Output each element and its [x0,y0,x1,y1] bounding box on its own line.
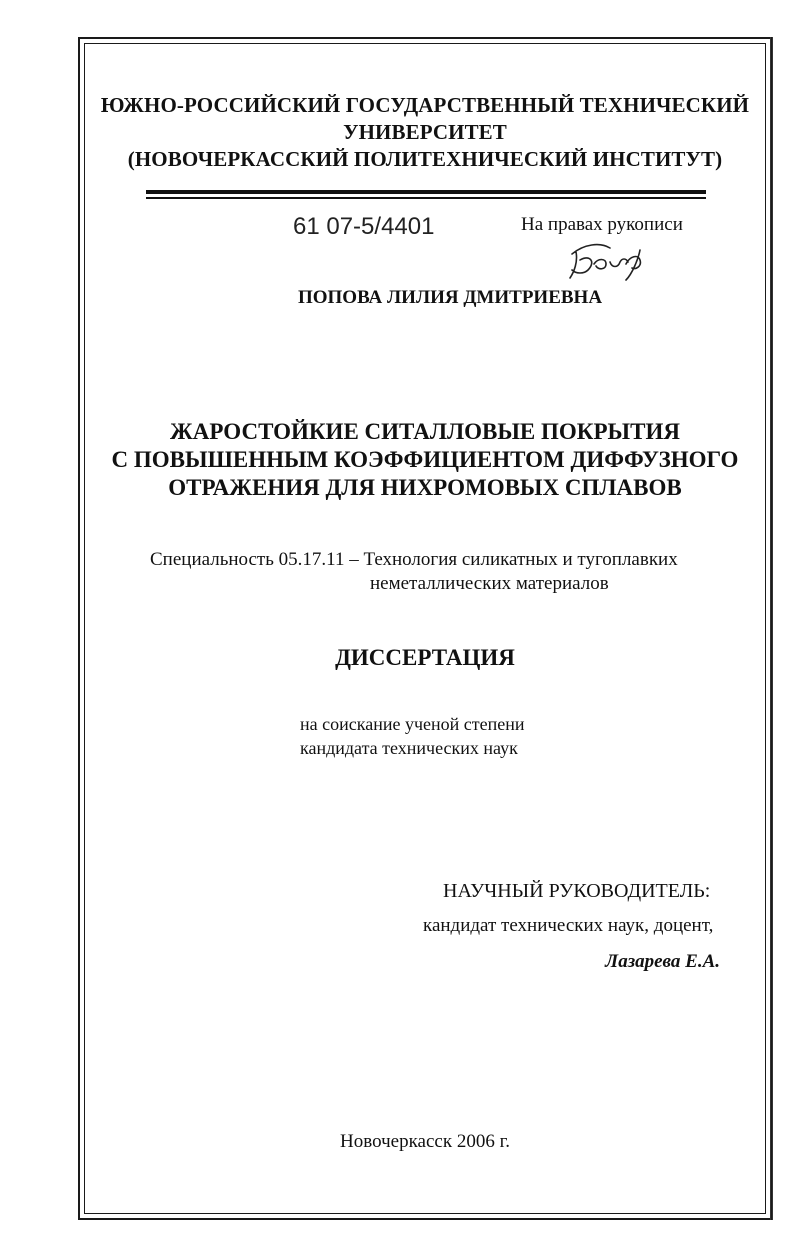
author-name: ПОПОВА ЛИЛИЯ ДМИТРИЕВНА [297,287,603,308]
page-border-right-edge [770,37,773,1220]
rights-note: На правах рукописи [521,214,683,235]
place-year: Новочеркасск 2006 г. [340,1131,510,1152]
supervisor-name: Лазарева Е.А. [605,951,720,972]
specialty [150,548,678,596]
university-line-2: УНИВЕРСИТЕТ [343,120,507,144]
university-line-3: (НОВОЧЕРКАССКИЙ ПОЛИТЕХНИЧЕСКИЙ ИНСТИТУТ) [127,147,723,171]
dissertation-title [84,418,766,502]
title-line-2: С ПОВЫШЕННЫМ КОЭФФИЦИЕНТОМ ДИФФУЗНОГО [111,447,739,472]
header-rule-thick [146,190,706,194]
degree-line-2: кандидата технических наук [300,738,518,758]
document-type: ДИССЕРТАЦИЯ [335,645,515,670]
title-line-1: ЖАРОСТОЙКИЕ СИТАЛЛОВЫЕ ПОКРЫТИЯ [170,419,680,444]
supervisor-heading: НАУЧНЫЙ РУКОВОДИТЕЛЬ: [443,880,711,902]
specialty-line-1: Специальность 05.17.11 – Технология силикатных и тугоплавких [150,549,678,570]
university-name [84,92,766,173]
degree-line-1: на соискание ученой степени [300,714,525,734]
university-line-1: ЮЖНО-РОССИЙСКИЙ ГОСУДАРСТВЕННЫЙ ТЕХНИЧЕСКИЙ [100,93,750,117]
signature-icon [566,240,650,282]
header-rule-thin [146,197,706,199]
archive-number: 61 07-5/4401 [293,213,435,240]
degree-statement [300,712,525,760]
title-line-3: ОТРАЖЕНИЯ ДЛЯ НИХРОМОВЫХ СПЛАВОВ [168,475,682,500]
specialty-line-2: неметаллических материалов [370,573,609,594]
supervisor-rank: кандидат технических наук, доцент, [423,915,714,936]
